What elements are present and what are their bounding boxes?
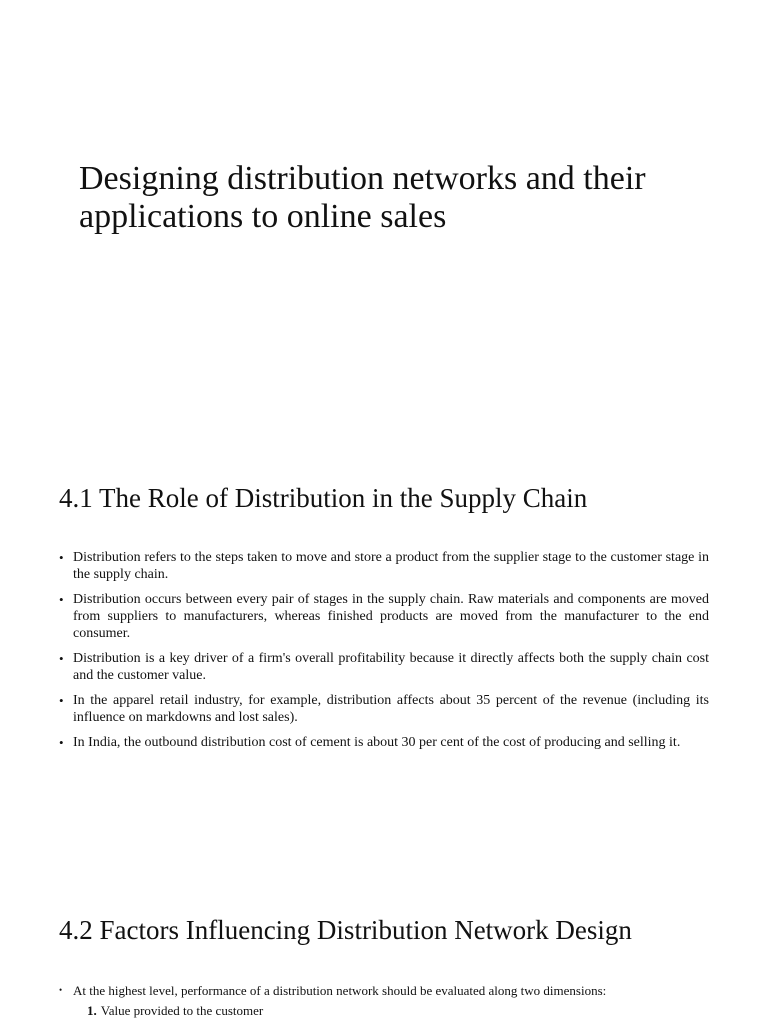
section-heading-4-1: 4.1 The Role of Distribution in the Supply Chain <box>59 483 588 513</box>
bullet-item <box>59 549 709 583</box>
sub-item-text: Value provided to the customer <box>100 1003 264 1018</box>
title-slide <box>0 0 768 432</box>
bullet-text: In the apparel retail industry, for example, distribution affects about 35 percent of the revenue (including its influence on markdowns and lost sales). <box>73 693 709 725</box>
sub-item-number: 1. <box>87 1003 97 1018</box>
role-of-distribution-slide <box>0 432 768 864</box>
bullet-item <box>59 650 709 684</box>
bullet-text: Distribution occurs between every pair of stages in the supply chain. Raw materials and components are moved from suppliers to manufacturers, whereas finished products are moved from the manufacturer to the end consumer. <box>73 592 709 641</box>
bullet-item <box>59 591 709 642</box>
bullet-item <box>59 734 709 751</box>
bullet-marker: • <box>59 651 64 666</box>
bullet-item <box>59 692 709 726</box>
bullet-text: At the highest level, performance of a distribution network should be evaluated along two dimensions: <box>73 983 607 998</box>
bullet-text: Distribution is a key driver of a firm's overall profitability because it directly affects both the supply chain cost and the customer value. <box>73 651 709 683</box>
bullet-text: Distribution refers to the steps taken to move and store a product from the supplier stage to the customer stage in the supply chain. <box>73 550 709 582</box>
bullet-marker: • <box>59 550 64 565</box>
section-heading-4-2: 4.2 Factors Influencing Distribution Network Design <box>59 915 632 945</box>
numbered-sub-item <box>87 1002 263 1019</box>
factors-slide <box>0 864 768 1024</box>
bullet-marker: • <box>59 735 64 750</box>
bullet-marker: • <box>59 985 63 995</box>
bullet-marker: • <box>59 592 64 607</box>
bullet-list <box>59 549 709 759</box>
bullet-text: In India, the outbound distribution cost of cement is about 30 per cent of the cost of producing and selling it. <box>73 735 681 750</box>
bullet-marker: • <box>59 693 64 708</box>
bullet-list <box>59 982 709 1001</box>
bullet-item <box>59 982 709 999</box>
document-title: Designing distribution networks and their applications to online sales <box>79 160 646 235</box>
